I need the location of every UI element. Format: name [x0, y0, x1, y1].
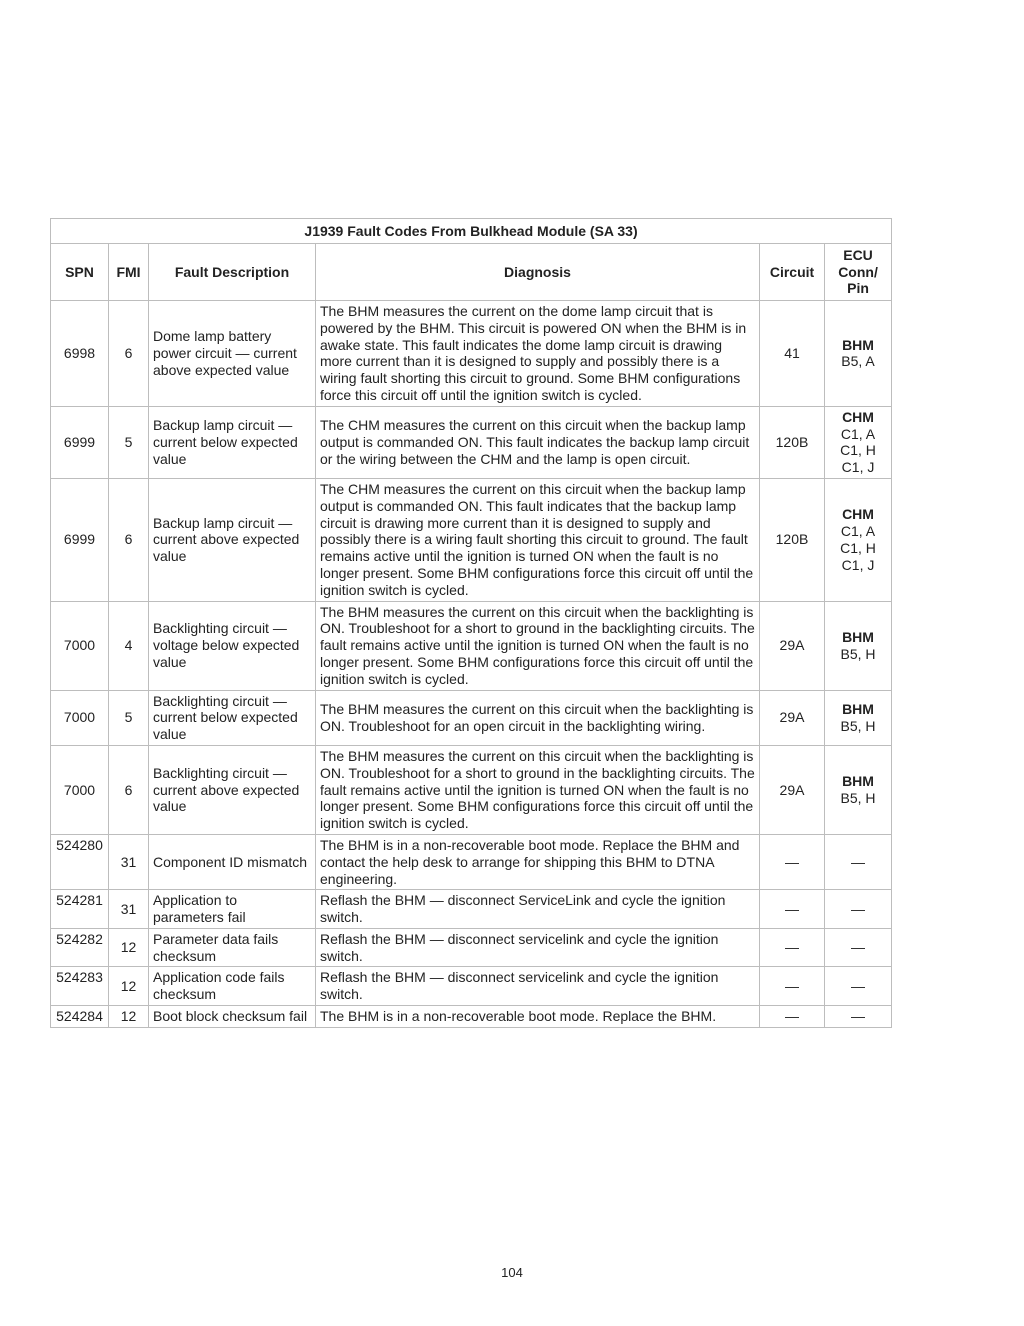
- ecu-conn-pin-cell: [825, 745, 892, 834]
- circuit-cell: 41: [760, 301, 825, 407]
- table-row: [51, 1006, 892, 1028]
- diagnosis-cell: The BHM measures the current on the dome lamp circuit that is powered by the BHM. This circuit is powered ON when the BHM is in awake state. This fault indicates the dome lamp circuit is drawing more current than it is designed to supply and possibly there is a wiring fault shorting this circuit to ground. Some BHM configurations force this circuit off until the ignition switch is cycled.: [316, 301, 760, 407]
- table-title: J1939 Fault Codes From Bulkhead Module (SA 33): [51, 219, 892, 244]
- ecu-conn-pin-cell: [825, 967, 892, 1006]
- table-row: [51, 406, 892, 478]
- spn-cell: 524281: [51, 890, 109, 929]
- ecu-pin: C1, H: [840, 442, 876, 459]
- diagnosis-cell: The BHM measures the current on this circuit when the backlighting is ON. Troubleshoot for a short to ground in the backlighting circuits. The fault remains active until the ignition is turned ON when the fault is no longer present. Some BHM configurations force this circuit off until the ignition switch is cycled.: [316, 745, 760, 834]
- diagnosis-cell: The CHM measures the current on this circuit when the backup lamp output is commanded ON. This fault indicates the backup lamp circuit or the wiring between the CHM and the lamp is open circuit.: [316, 406, 760, 478]
- ecu-module: BHM: [842, 773, 874, 790]
- ecu-pin: C1, J: [841, 556, 875, 573]
- page-number: 104: [501, 1265, 523, 1280]
- spn-cell: 6999: [51, 478, 109, 601]
- ecu-pin: B5, H: [840, 645, 876, 662]
- table-row: [51, 967, 892, 1006]
- fault-description-cell: Backup lamp circuit — current below expected value: [149, 406, 316, 478]
- table-row: [51, 301, 892, 407]
- circuit-cell: —: [760, 967, 825, 1006]
- ecu-pin: C1, A: [840, 522, 876, 539]
- fault-codes-table: [50, 218, 892, 1028]
- fmi-cell: 31: [109, 890, 149, 929]
- ecu-module: CHM: [842, 506, 874, 523]
- circuit-cell: 29A: [760, 745, 825, 834]
- ecu-pin: C1, J: [841, 459, 875, 476]
- ecu-conn-pin-cell: [825, 890, 892, 929]
- circuit-cell: 29A: [760, 601, 825, 690]
- fault-description-cell: Boot block checksum fail: [149, 1006, 316, 1028]
- diagnosis-cell: The BHM measures the current on this circuit when the backlighting is ON. Troubleshoot for a short to ground in the backlighting circuits. The fault remains active until the ignition is turned ON when the fault is no longer present. Some BHM configurations force this circuit off until the ignition switch is cycled.: [316, 601, 760, 690]
- spn-cell: 7000: [51, 601, 109, 690]
- ecu-conn-pin-cell: [825, 690, 892, 745]
- fault-description-cell: Application code fails checksum: [149, 967, 316, 1006]
- ecu-pin: —: [851, 1008, 866, 1025]
- fmi-cell: 5: [109, 406, 149, 478]
- ecu-pin: B5, A: [841, 353, 875, 370]
- spn-cell: 6999: [51, 406, 109, 478]
- circuit-cell: —: [760, 928, 825, 967]
- spn-cell: 524284: [51, 1006, 109, 1028]
- header-ecu-conn-pin: ECU Conn/ Pin: [825, 244, 892, 301]
- fmi-cell: 4: [109, 601, 149, 690]
- circuit-cell: 29A: [760, 690, 825, 745]
- ecu-module: BHM: [842, 628, 874, 645]
- fmi-cell: 12: [109, 967, 149, 1006]
- ecu-conn-pin-cell: [825, 601, 892, 690]
- diagnosis-cell: Reflash the BHM — disconnect servicelink and cycle the ignition switch.: [316, 928, 760, 967]
- fault-description-cell: Component ID mismatch: [149, 834, 316, 889]
- fmi-cell: 6: [109, 745, 149, 834]
- header-diagnosis: Diagnosis: [316, 244, 760, 301]
- ecu-pin: C1, A: [840, 425, 876, 442]
- table-row: [51, 890, 892, 929]
- header-circuit: Circuit: [760, 244, 825, 301]
- fmi-cell: 12: [109, 1006, 149, 1028]
- ecu-conn-pin-cell: [825, 301, 892, 407]
- fmi-cell: 6: [109, 301, 149, 407]
- table-row: [51, 928, 892, 967]
- circuit-cell: 120B: [760, 478, 825, 601]
- circuit-cell: —: [760, 1006, 825, 1028]
- ecu-conn-pin-cell: [825, 406, 892, 478]
- fault-description-cell: Application to parameters fail: [149, 890, 316, 929]
- header-row: [51, 244, 892, 301]
- ecu-conn-pin-cell: [825, 928, 892, 967]
- spn-cell: 524282: [51, 928, 109, 967]
- table-body: [51, 301, 892, 1028]
- ecu-pin: B5, H: [840, 717, 876, 734]
- header-fault-description: Fault Description: [149, 244, 316, 301]
- ecu-conn-pin-cell: [825, 834, 892, 889]
- fmi-cell: 6: [109, 478, 149, 601]
- ecu-pin: —: [851, 939, 866, 956]
- circuit-cell: —: [760, 890, 825, 929]
- spn-cell: 524280: [51, 834, 109, 889]
- fmi-cell: 5: [109, 690, 149, 745]
- ecu-module: CHM: [842, 408, 874, 425]
- fault-description-cell: Backlighting circuit — voltage below expected value: [149, 601, 316, 690]
- diagnosis-cell: Reflash the BHM — disconnect servicelink and cycle the ignition switch.: [316, 967, 760, 1006]
- fault-description-cell: Parameter data fails checksum: [149, 928, 316, 967]
- ecu-pin: B5, H: [840, 789, 876, 806]
- spn-cell: 524283: [51, 967, 109, 1006]
- ecu-conn-pin-cell: [825, 1006, 892, 1028]
- table-row: [51, 478, 892, 601]
- ecu-pin: —: [851, 977, 866, 994]
- ecu-module: BHM: [842, 336, 874, 353]
- spn-cell: 6998: [51, 301, 109, 407]
- circuit-cell: 120B: [760, 406, 825, 478]
- ecu-conn-pin-cell: [825, 478, 892, 601]
- spn-cell: 7000: [51, 745, 109, 834]
- table-row: [51, 834, 892, 889]
- ecu-pin: —: [851, 853, 866, 870]
- header-fmi: FMI: [109, 244, 149, 301]
- ecu-pin: —: [851, 900, 866, 917]
- ecu-pin: C1, H: [840, 539, 876, 556]
- fault-description-cell: Dome lamp battery power circuit — current above expected value: [149, 301, 316, 407]
- fault-description-cell: Backlighting circuit — current above expected value: [149, 745, 316, 834]
- table-row: [51, 745, 892, 834]
- table-row: [51, 601, 892, 690]
- diagnosis-cell: The BHM is in a non-recoverable boot mode. Replace the BHM.: [316, 1006, 760, 1028]
- diagnosis-cell: The BHM is in a non-recoverable boot mode. Replace the BHM and contact the help desk to arrange for shipping this BHM to DTNA engineering.: [316, 834, 760, 889]
- fmi-cell: 12: [109, 928, 149, 967]
- fmi-cell: 31: [109, 834, 149, 889]
- circuit-cell: —: [760, 834, 825, 889]
- header-spn: SPN: [51, 244, 109, 301]
- diagnosis-cell: Reflash the BHM — disconnect ServiceLink and cycle the ignition switch.: [316, 890, 760, 929]
- fault-description-cell: Backlighting circuit — current below expected value: [149, 690, 316, 745]
- diagnosis-cell: The BHM measures the current on this circuit when the backlighting is ON. Troubleshoot for an open circuit in the backlighting wiring.: [316, 690, 760, 745]
- ecu-module: BHM: [842, 700, 874, 717]
- fault-description-cell: Backup lamp circuit — current above expected value: [149, 478, 316, 601]
- table-row: [51, 690, 892, 745]
- diagnosis-cell: The CHM measures the current on this circuit when the backup lamp output is commanded ON. This fault indicates that the backup lamp circuit is drawing more current than it is designed to supply and possibly there is a wiring fault shorting this circuit to ground. The fault remains active until the ignition is turned ON when the fault is no longer present. Some BHM configurations force this circuit off until the ignition switch is cycled.: [316, 478, 760, 601]
- spn-cell: 7000: [51, 690, 109, 745]
